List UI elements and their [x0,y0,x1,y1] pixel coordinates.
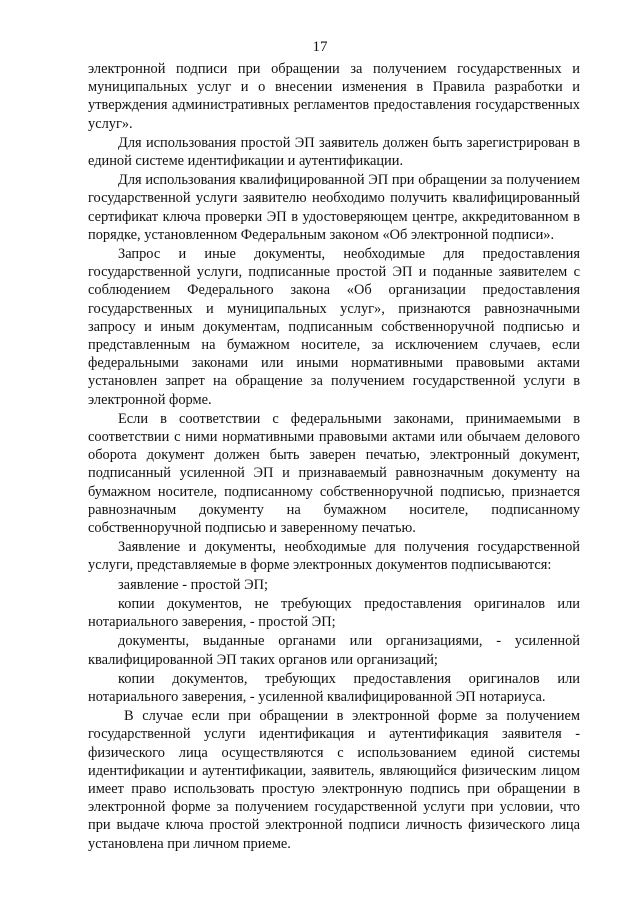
paragraph-simple-signature: Для использования простой ЭП заявитель должен быть зарегистрирован в единой системе идентификации и аутентификации. [88,134,580,170]
paragraph-continuation: электронной подписи при обращении за получением государственных и муниципальных услуг и о внесении изменения в Правила разработки и утверждения административных регламентов предоставления государственных услуг». [88,61,580,132]
paragraph-qualified-signature: Для использования квалифицированной ЭП при обращении за получением государственной услуги заявителю необходимо получить квалифицированный сертификат ключа проверки ЭП в удостоверяющем центре, аккредитованном в порядке, установленном Федеральным законом «Об электронной подписи». [88,172,580,243]
list-item-copies-simple: копии документов, не требующих предоставления оригиналов или нотариального заверения, - простой ЭП; [88,595,580,631]
paragraph-stamp-equivalence: Если в соответствии с федеральными законами, принимаемыми в соответствии с ними нормативными правовыми актами или обычаем делового оборота документ должен быть заверен печатью, электронный документ, подписанный усиленной ЭП и признаваемый равнозначным документу на бумажном носителе, подписанному собственноручной подписью, признается равнозначным документу на бумажном носителе, подписанному собственноручной подписью и заверенному печатью. [88,410,580,537]
page-number: 17 [312,39,328,55]
list-item-application: заявление - простой ЭП; [118,576,268,593]
document-body [88,60,580,854]
paragraph-request-documents: Запрос и иные документы, необходимые для предоставления государственной услуги, подписанные простой ЭП и поданные заявителем с соблюдением Федерального закона «Об организации предоставления государственных и муниципальных услуг», признаются равнозначными запросу и иным документам, подписанным собственноручной подписью и представленным на бумажном носителе, за исключением случаев, если федеральными законами или иными нормативными правовыми актами установлен запрет на обращение за получением государственной услуги в электронной форме. [88,246,580,408]
list-item-copies-notary: копии документов, требующих предоставления оригиналов или нотариального заверения, - усиленной квалифицированной ЭП нотариуса. [88,670,580,705]
paragraph-signing-rules: Заявление и документы, необходимые для получения государственной услуги, представляемые в форме электронных документов подписываются: [88,539,580,574]
list-item-issued-documents: документы, выданные органами или организациями, - усиленной квалифицированной ЭП таких органов или организаций; [88,633,580,668]
paragraph-identification: В случае если при обращении в электронной форме за получением государственной услуги идентификация и аутентификация заявителя - физического лица осуществляются с использованием единой системы идентификации и аутентификации, заявитель, являющийся физическим лицом имеет право использовать простую электронную подпись при обращении в электронной форме за получением государственной услуги при условии, что при выдаче ключа простой электронной подписи личность физического лица установлена при личном приеме. [88,708,580,852]
